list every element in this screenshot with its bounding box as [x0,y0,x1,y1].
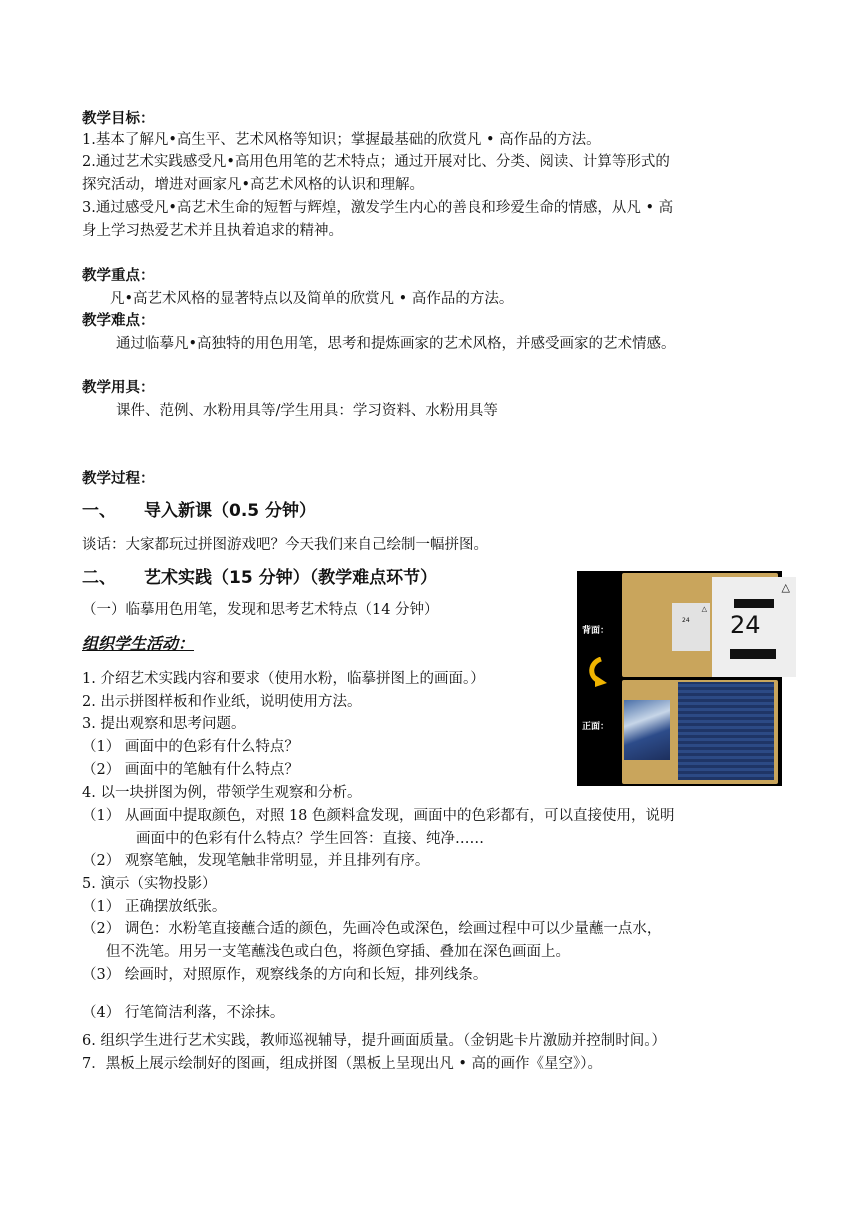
step-5-b-cont: 但不洗笔。用另一支笔蘸浅色或白色，将颜色穿插、叠加在深色画面上。 [106,944,570,960]
activity-heading: 组织学生活动： [82,634,195,653]
key-points-text: 凡•高艺术风格的显著特点以及简单的欣赏凡 • 高作品的方法。 [110,291,514,307]
step-2: 2. 出示拼图样板和作业纸，说明使用方法。 [82,694,362,710]
curved-arrow-icon [587,657,611,687]
front-label: 正面： [582,722,610,732]
step-6: 6. 组织学生进行艺术实践，教师巡视辅导，提升画面质量。（金钥匙卡片激励并控制时间。） [82,1033,666,1049]
difficulties-text: 通过临摹凡•高独特的用色用笔，思考和提炼画家的艺术风格，并感受画家的艺术情感。 [116,336,676,352]
step-4: 4. 以一块拼图为例，带领学生观察和分析。 [82,785,362,801]
process-heading: 教学过程： [82,470,155,487]
small-card-triangle-icon: △ [701,605,707,613]
step-3: 3. 提出观察和思考问题。 [82,716,246,732]
step-5-d: （4） 行笔简洁利落，不涂抹。 [82,1005,285,1021]
puzzle-back-board [622,573,790,677]
large-puzzle-card [712,577,796,677]
objective-3-cont: 身上学习热爱艺术并且执着追求的精神。 [82,223,343,239]
step-4-a: （1） 从画面中提取颜色，对照 18 色颜料盒发现，画面中的色彩都有，可以直接使用，说明 [82,808,675,824]
section-1-title: 导入新课（0.5 分钟） [144,501,317,521]
small-puzzle-card [672,603,710,651]
step-5-a: （1） 正确摆放纸张。 [82,899,227,915]
card-number: 24 [730,611,761,639]
section-2-title: 艺术实践（15 分钟）（教学难点环节） [144,568,438,588]
section-1-number: 一、 [82,501,116,521]
card-black-bar-bottom [730,649,776,659]
step-5-c: （3） 绘画时，对照原作，观察线条的方向和长短，排列线条。 [82,967,488,983]
tools-heading: 教学用具： [82,379,155,396]
key-points-heading: 教学重点： [82,267,155,284]
objective-1: 1.基本了解凡•高生平、艺术风格等知识；掌握最基础的欣赏凡 • 高作品的方法。 [82,132,601,148]
objective-2-cont: 探究活动，增进对画家凡•高艺术风格的认识和理解。 [82,177,425,193]
step-3-q1: （1） 画面中的色彩有什么特点？ [82,739,299,755]
step-7: 7．黑板上展示绘制好的图画，组成拼图（黑板上呈现出凡 • 高的画作《星空》）。 [82,1056,602,1072]
small-card-number: 24 [682,617,690,624]
back-label: 背面： [582,626,610,636]
puzzle-photo [577,571,790,786]
step-5: 5. 演示（实物投影） [82,876,217,892]
section-1-text: 谈话：大家都玩过拼图游戏吧？今天我们来自己绘制一幅拼图。 [82,537,488,553]
step-3-q2: （2） 画面中的笔触有什么特点？ [82,762,299,778]
card-triangle-icon: △ [781,581,790,594]
step-4-b: （2） 观察笔触，发现笔触非常明显，并且排列有序。 [82,853,430,869]
puzzle-front-board [622,680,778,784]
objectives-heading: 教学目标： [82,110,155,127]
section-2-number: 二、 [82,568,116,588]
section-2-subtitle: （一）临摹用色用笔，发现和思考艺术特点（14 分钟） [82,602,439,618]
step-5-b: （2） 调色：水粉笔直接蘸合适的颜色，先画冷色或深色，绘画过程中可以少量蘸一点水， [82,921,662,937]
card-black-bar-top [734,599,774,608]
objective-3: 3.通过感受凡•高艺术生命的短暂与辉煌，激发学生内心的善良和珍爱生命的情感，从凡 • 高 [82,200,674,216]
step-1: 1. 介绍艺术实践内容和要求（使用水粉，临摹拼图上的画面。） [82,671,485,687]
step-4-a-cont: 画面中的色彩有什么特点？学生回答：直接、纯净…… [136,831,484,847]
blue-painted-sheet [678,682,774,780]
starry-night-painting [624,700,670,760]
objective-2: 2.通过艺术实践感受凡•高用色用笔的艺术特点；通过开展对比、分类、阅读、计算等形式的 [82,154,670,170]
tools-text: 课件、范例、水粉用具等/学生用具：学习资料、水粉用具等 [116,403,498,419]
difficulties-heading: 教学难点： [82,312,155,329]
